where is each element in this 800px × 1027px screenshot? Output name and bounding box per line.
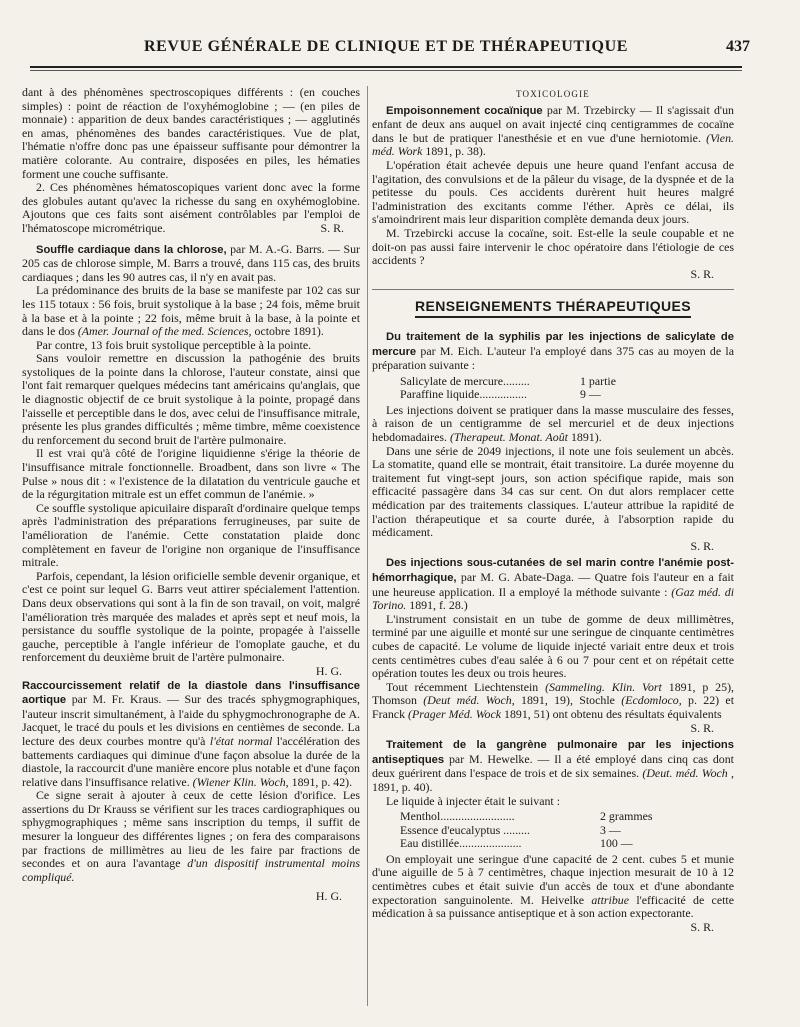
paragraph: On employait une seringue d'une capacité de 2 cent. cubes 5 et munie d'une aiguille de 5 à 7 centimètres, chaque injection mesurait de 10 à 12 centimètres cubes et était suivie d'un accès de toux et d'une abondante expectoration sanguinolente. M. Heivelke attribue l'efficacité de cette médication à sa puissance antiseptique et à son action expectorante. (372, 851, 734, 921)
article-syphilis: Du traitement de la syphilis par les injections de salicylate de mercure par M. Eich. L'auteur l'a employé dans 375 cas au moyen de la préparation suivante : (372, 330, 734, 373)
paragraph: Parfois, cependant, la lésion orificielle semble devenir organique, et c'est ce point sur lequel G. Barrs veut attirer spécialement l'attention. Dans deux observations qui sont à la fin de son travail, on voit, malgré l'amélioration très marquée des malades et après sept et neuf mois, la persistance du souffle systolique de la pointe, propagée à l'aisselle gauche, perceptible à l'angle inférieur de l'omoplate gauche, et du renforcement du deuxième bruit de l'artère pulmonaire. (22, 568, 360, 665)
paragraph: L'instrument consistait en un tube de gomme de deux millimètres, terminé par une aiguille et monté sur une seringue de cinquante centimètres cubes de capacité. Le volume de liquide injecté variait entre deux et trois cents centimètres cubes d'eau salée à 6 ou 7 pour cent et on répétait cette opération toutes les deux ou trois heures. (372, 611, 734, 681)
paragraph: Ce signe serait à ajouter à ceux de cette lésion d'orifice. Les assertions du Dr Krauss se vérifient sur les traces cardiographiques ou sphygmographiques ; même sans inscription du temps, il suffit de mesurer la longueur des différentes lignes ; on fera des comparaisons par fractions de millimètres au lieu de les faire par fractions de secondes et on aura l'avantage d'un dispositif instrumental moins compliqué. (22, 788, 360, 884)
rubric-heading: TOXICOLOGIE (515, 89, 591, 99)
paragraph: dant à des phénomènes spectroscopiques différents : (en couches simples) : point de réaction de l'oxyhémoglobine ; — (en piles de monnaie) : apparition de deux bandes caractéristiques ; — agglutinés en amas, phénomènes des bandes caractéristiques. Vue de plat, l'hématie n'offre donc pas une épaisseur suffisante pour démontrer la matière colorante. Au contraire, disposées en piles, les hématies forment une couche suffisante. (22, 85, 360, 181)
recipe-row: Eau distillée..................... 100 — (400, 836, 633, 851)
paragraph: Par contre, 13 fois bruit systolique perceptible à la pointe. (36, 337, 312, 352)
signature: S. R. (320, 220, 344, 235)
recipe-table (400, 375, 734, 402)
paragraph: Tout récemment Liechtenstein (Sammeling. Klin. Vort 1891, p 25), Thomson (Deut méd. Woch, 1891, 19), Stochle (Ecdomloco, p. 22) et Franck (Prager Méd. Wock 1891, 51) ont obtenu des résultats équivalents (372, 679, 734, 721)
paragraph: 2. Ces phénomènes hématoscopiques varient donc avec la forme des globules autant qu'avec la richesse du sang en oxyhémoglobine. Ajoutons que ces faits sont aisément contrôlables par l'emploi de l'hématoscope micrométrique. S. R. (22, 180, 360, 235)
signature: H. G. (315, 889, 342, 904)
signature: S. R. (690, 919, 714, 934)
recipe-table (400, 810, 734, 851)
article-author: par M. Hewelke. (448, 751, 533, 766)
article-title: Traitement de la gangrène pulmonaire par les injections antiseptiques (372, 739, 734, 766)
article-author: par M. Eich. (420, 343, 483, 358)
signature: S. R. (690, 538, 714, 553)
right-column (372, 86, 734, 934)
article-title: Raccourcissement relatif de la diastole dans l'insuffisance aortique (22, 679, 360, 707)
running-header (30, 38, 750, 60)
paragraph: Dans une série de 2049 injections, il note une fois seulement un abcès. La stomatite, quand elle se montrait, était transitoire. La durée moyenne du traitement fut vingt-sept jours, son action spécifique rapide, mais son efficacité passagère dans 34 cas sur cent. On dut alors remplacer cette médication par des traitements classiques. L'auteur attribue la rapidité de l'action thérapeutique et sa courte durée, à l'absorption rapide du médicament. (372, 443, 734, 540)
article-raccourcissement: Raccourcissement relatif de la diastole dans l'insuffisance aortique par M. Fr. Kraus. — Sur des tracés sphygmographiques, l'auteur inscrit simultanément, à l'aide du sphygmochronographe de A. Jacquet, le tracé du pouls et les divisions en centièmes de seconde. La lecture des deux courbes montre qu'à l'état normal l'accélération des battements cardiaques qui diminue d'une façon absolue la durée de la diastole, la raccourcit d'une manière encore plus notable et d'une façon relative dans l'insuffisance relative. (Wiener Klin. Woch, 1891, p. 42). (22, 679, 361, 789)
signature: S. R. (690, 720, 714, 735)
recipe-row: Essence d'eucalyptus ......... 3 — (400, 822, 621, 837)
paragraph: L'opération était achevée depuis une heure quand l'enfant accusa de l'agitation, des convulsions et de la pâleur du visage, de la dyspnée et de la petitesse du pouls. Ces accidents durèrent huit heures malgré l'administration des excitants comme l'éther. Après ce délai, ils s'amoindrirent mais leur disparition complète demanda deux jours. (372, 157, 734, 227)
signature: S. R. (690, 266, 714, 281)
journal-title: REVUE GÉNÉRALE DE CLINIQUE ET DE THÉRAPEUTIQUE (144, 38, 628, 55)
column-divider (367, 86, 368, 1006)
header-rule-thin (30, 70, 742, 71)
article-author: par M. Trzebircky (546, 102, 636, 117)
recipe-row: Paraffine liquide................ 9 — (400, 387, 601, 402)
article-sel-marin: Des injections sous-cutanées de sel marin contre l'anémie post-hémorrhagique, par M. G. Abate-Daga. — Quatre fois l'auteur en a fait une heureuse application. Il a employé la méthode suivante : (Gaz méd. di Torino. 1891, f. 28.) (372, 557, 734, 613)
signature: H. G. (315, 663, 342, 678)
article-author: par M. A.-G. Barrs. (230, 241, 325, 256)
recipe-row: Menthol......................... 2 grammes (400, 809, 653, 824)
header-rule (30, 66, 742, 68)
article-gangrene: Traitement de la gangrène pulmonaire par les injections antiseptiques par M. Hewelke. — Il a été employé dans cinq cas dont deux guérirent dans l'espace de trois et de six semaines. (Deut. méd. Woch , 1891, p. 40). (372, 739, 734, 794)
article-empoisonnement: Empoisonnement cocaïnique par M. Trzebircky — Il s'agissait d'un enfant de deux ans auquel on avait injecté cinq centigrammes de cocaïne dans le but de pratiquer l'anesthésie et en vue d'une herniotomie. (Vien. méd. Work 1891, p. 38). (372, 102, 734, 159)
article-souffle-cardiaque: Souffle cardiaque dans la chlorose, par M. A.-G. Barrs. — Sur 205 cas de chlorose simple, M. Barrs a trouvé, dans 115 cas, des bruits cardiaques ; dans les 90 autres cas, il n'y en avait pas. (22, 241, 360, 284)
article-author: par M. G. Abate-Daga. (460, 570, 574, 584)
paragraph: Ce souffle systolique apicuilaire disparaît d'ordinaire quelque temps après l'administration des préparations ferrugineuses, par suite de l'amélioration de l'anémie. Cette constatation plaide donc complètement en faveur de l'origine non organique de l'insuffisance mitrale. (22, 500, 360, 570)
paragraph: Les injections doivent se pratiquer dans la masse musculaire des fesses, à raison de un centigramme de sel mercuriel et de deux injections hebdomadaires. (Therapeut. Monat. Août 1891). (372, 402, 734, 445)
article-title: Souffle cardiaque dans la chlorose, (36, 243, 227, 256)
paragraph: Sans vouloir remettre en discussion la pathogénie des bruits systoliques de la pointe dans la chlorose, l'auteur constate, ainsi que l'ont fait remarquer quelques médecins tant américains qu'anglais, que le diagnostic objectif de ce bruit systolique à la pointe, propagé dans l'aisselle et perceptible dans le dos, avec celui de l'insuffisance mitrale, présente les plus grandes difficultés ; même timbre, même coexistence du renforcement du second bruit de l'artère pulmonaire. (22, 351, 360, 447)
section-heading: RENSEIGNEMENTS THÉRAPEUTIQUES (372, 300, 734, 318)
article-title: Empoisonnement cocaïnique (386, 104, 543, 117)
paragraph: Le liquide à injecter était le suivant : (386, 793, 560, 808)
article-title: Du traitement de la syphilis par les injections de salicylate de mercure (372, 330, 734, 358)
paragraph: M. Trzebircki accuse la cocaïne, soit. Est-elle la seule coupable et ne doit-on pas aussi faire intervenir le choc opératoire dans l'étiologie de ces accidents ? (372, 225, 734, 268)
separator (372, 289, 734, 290)
article-title: Des injections sous-cutanées de sel marin contre l'anémie post-hémorrhagique, (372, 557, 734, 584)
left-column (22, 86, 360, 904)
paragraph: La prédominance des bruits de la base se manifeste par 102 cas sur les 115 totaux : 56 fois, bruit systolique à la base ; 24 fois, même bruit à la base et à la pointe ; 22 fois, même bruit à la base, à la pointe et dans le dos (Amer. Journal of the med. Sciences, octobre 1891). (22, 283, 360, 339)
article-author: par M. Fr. Kraus. (71, 692, 162, 707)
paragraph: Il est vrai qu'à côté de l'origine liquidienne s'érige la théorie de l'insuffisance mitrale fonctionnelle. Broadbent, dans son livre « The Pulse » nous dit : « l'existence de la dilatation du ventricule gauche et de la régurgitation mitrale est un effet commun de l'anémie. » (22, 446, 360, 502)
recipe-row: Salicylate de mercure......... 1 partie (400, 373, 616, 388)
page-number: 437 (726, 38, 750, 55)
